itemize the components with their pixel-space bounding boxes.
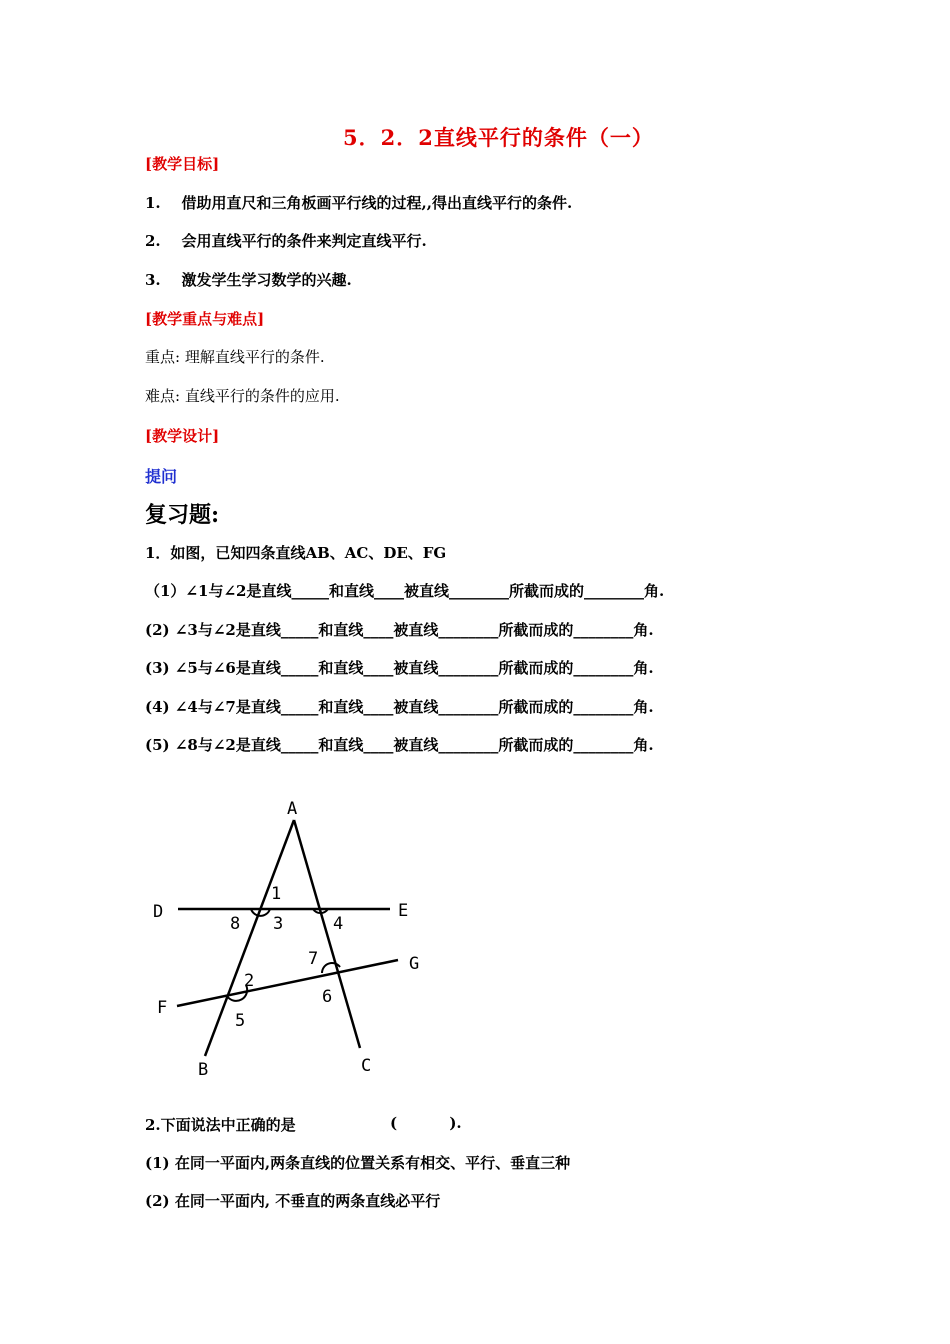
label-angle-4: 4 (333, 914, 344, 934)
label-point-b: B (198, 1060, 209, 1080)
label-angle-6: 6 (322, 987, 333, 1007)
objective-3: 3. 激发学生学习数学的兴趣. (145, 271, 352, 289)
question-1-item-5: (5) ∠8与∠2是直线_____和直线____被直线________所截而成的________角. (145, 736, 654, 754)
label-point-g: G (409, 954, 420, 974)
line-fg (177, 960, 398, 1006)
ask-label: 提问 (145, 467, 178, 486)
question-2-answer-bracket: ( ). (390, 1114, 462, 1132)
question-1-item-3: (3) ∠5与∠6是直线_____和直线____被直线________所截而成的________角. (145, 659, 654, 677)
question-2-option-1: (1) 在同一平面内,两条直线的位置关系有相交、平行、垂直三种 (145, 1154, 571, 1172)
question-1-stem: 1．如图，已知四条直线AB、AC、DE、FG (145, 544, 447, 562)
question-1-item-2: (2) ∠3与∠2是直线_____和直线____被直线________所截而成的________角. (145, 621, 654, 639)
question-2-option-2: (2) 在同一平面内, 不垂直的两条直线必平行 (145, 1192, 441, 1210)
objective-1: 1. 借助用直尺和三角板画平行线的过程,,得出直线平行的条件. (145, 194, 573, 212)
label-angle-3: 3 (273, 914, 284, 934)
question-1-item-1: （1）∠1与∠2是直线_____和直线____被直线________所截而成的________角. (145, 582, 665, 600)
question-1-item-4: (4) ∠4与∠7是直线_____和直线____被直线________所截而成的________角. (145, 698, 654, 716)
line-ac (294, 820, 360, 1048)
label-point-a: A (287, 799, 298, 819)
section-heading-design: [教学设计] (145, 427, 220, 445)
question-2-stem: 2.下面说法中正确的是 (145, 1116, 296, 1134)
key-point-text: 重点: 理解直线平行的条件. (145, 348, 325, 366)
label-point-d: D (153, 902, 164, 922)
difficulty-text: 难点: 直线平行的条件的应用. (145, 387, 340, 405)
section-heading-objectives: [教学目标] (145, 155, 220, 173)
label-angle-7: 7 (308, 949, 319, 969)
label-angle-8: 8 (230, 914, 241, 934)
objective-2: 2. 会用直线平行的条件来判定直线平行. (145, 232, 427, 250)
page-title: 5．2．2直线平行的条件（一） (343, 125, 654, 150)
label-angle-2: 2 (244, 971, 255, 991)
section-heading-key-points: [教学重点与难点] (145, 310, 265, 328)
review-title: 复习题: (145, 502, 220, 528)
geometry-figure (150, 793, 440, 1093)
label-angle-1: 1 (271, 884, 282, 904)
label-point-e: E (398, 901, 409, 921)
label-angle-5: 5 (235, 1011, 246, 1031)
label-point-f: F (157, 998, 168, 1018)
label-point-c: C (361, 1056, 372, 1076)
line-ab (205, 820, 294, 1056)
